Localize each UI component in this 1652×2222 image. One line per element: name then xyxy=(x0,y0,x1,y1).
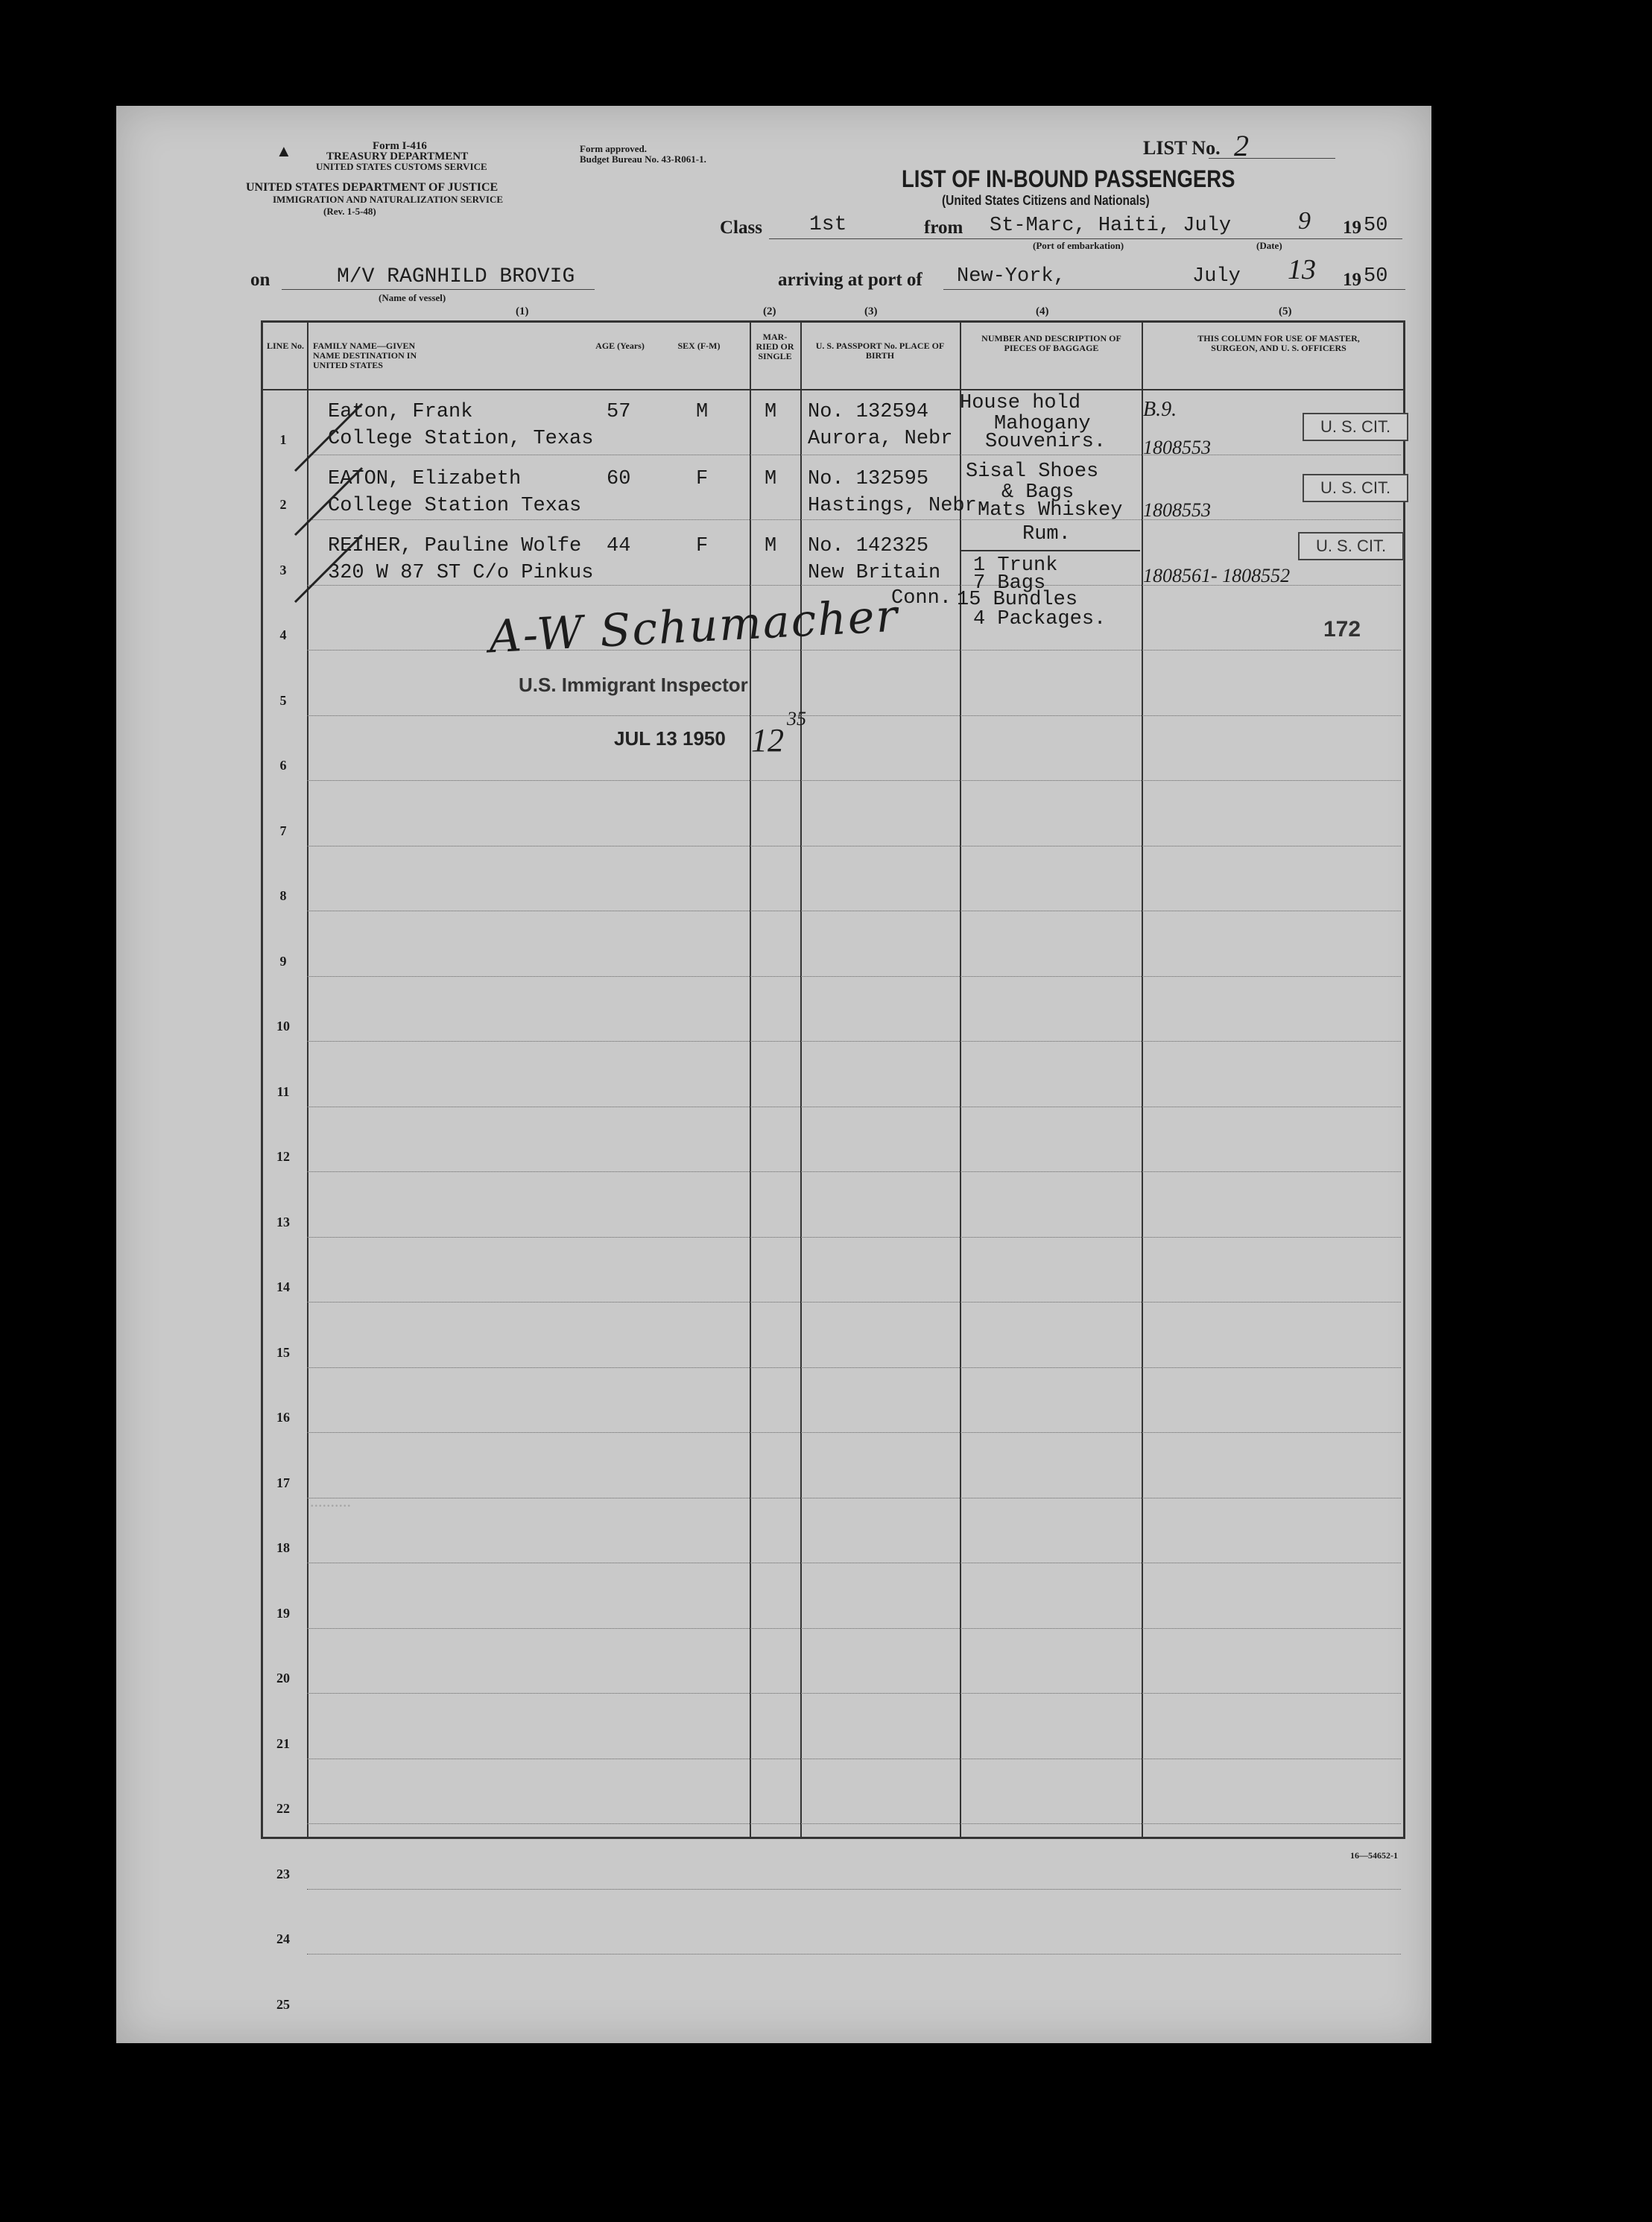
column-number: (3) xyxy=(864,306,878,317)
document-title: LIST OF IN-BOUND PASSENGERS xyxy=(902,165,1235,192)
from-label: from xyxy=(924,218,963,238)
place-of-birth: New Britain xyxy=(808,562,941,584)
officer-initials: B.9. xyxy=(1143,398,1177,421)
inspector-signature: A-W Schumacher xyxy=(487,589,900,664)
line-number: 9 xyxy=(279,953,287,969)
us-citizen-stamp: U. S. CIT. xyxy=(1303,474,1408,502)
row-rule xyxy=(307,1889,1401,1890)
passenger-name: REIHER, Pauline Wolfe xyxy=(328,535,582,557)
baggage-line: 4 Packages. xyxy=(973,608,1107,630)
baggage-line: 7 Bags xyxy=(973,572,1046,595)
page-count: 172 xyxy=(1323,617,1361,642)
header-officers: THIS COLUMN FOR USE OF MASTER, SURGEON, AND U. S. OFFICERS xyxy=(1197,333,1360,353)
baggage-line: 15 Bundles xyxy=(957,589,1078,611)
us-citizen-stamp: U. S. CIT. xyxy=(1303,413,1408,441)
arrival-month: July xyxy=(1192,265,1241,288)
line-number: 19 xyxy=(276,1605,290,1621)
vessel-caption: (Name of vessel) xyxy=(379,292,446,303)
passenger-married: M xyxy=(765,468,777,490)
embarkation-day: 9 xyxy=(1298,207,1311,235)
col-divider-officers xyxy=(1142,320,1143,1837)
passenger-list-page xyxy=(116,106,1431,2043)
baggage-line: House hold xyxy=(960,392,1081,414)
passenger-sex: F xyxy=(696,535,709,557)
arrival-day: 13 xyxy=(1288,254,1316,285)
line-number: 22 xyxy=(276,1801,290,1816)
header-baggage: NUMBER AND DESCRIPTION OF PIECES OF BAGGAGE xyxy=(981,333,1121,353)
row-rule xyxy=(307,1171,1401,1172)
place-of-birth: Aurora, Nebr xyxy=(808,428,953,450)
line-number: 5 xyxy=(279,692,287,708)
officer-number: 1808553 xyxy=(1143,437,1211,458)
column-number: (4) xyxy=(1036,306,1049,317)
line-number: 7 xyxy=(279,823,287,838)
line-number: 8 xyxy=(279,888,287,903)
arrival-underline xyxy=(943,289,1405,290)
bleed-through-text: .......... xyxy=(310,1492,351,1510)
passenger-sex: F xyxy=(696,468,709,490)
inspection-time: 12 xyxy=(751,722,784,759)
document-subtitle: (United States Citizens and Nationals) xyxy=(942,193,1150,208)
header-separator xyxy=(261,389,1403,390)
line-number: 1 xyxy=(279,431,287,447)
passenger-married: M xyxy=(765,535,777,557)
passenger-name: Eaton, Frank xyxy=(328,401,473,423)
arrival-port: New-York, xyxy=(957,265,1066,288)
line-number: 10 xyxy=(276,1019,290,1034)
baggage-line: & Bags xyxy=(1001,481,1075,504)
baggage-line: 1 Trunk xyxy=(973,554,1058,577)
port-caption: (Port of embarkation) xyxy=(1033,240,1124,251)
row-rule xyxy=(307,1628,1401,1629)
officer-number: 1808553 xyxy=(1143,499,1211,521)
line-number: 20 xyxy=(276,1671,290,1686)
line-number: 15 xyxy=(276,1344,290,1360)
us-citizen-stamp: U. S. CIT. xyxy=(1298,532,1404,560)
line-number: 24 xyxy=(276,1931,290,1946)
footer-code: 16—54652-1 xyxy=(1350,1850,1398,1861)
place-of-birth: Hastings, Nebr. xyxy=(808,495,990,517)
row-rule xyxy=(307,976,1401,977)
class-value: 1st xyxy=(809,213,847,236)
row-rule xyxy=(307,780,1401,781)
row-rule xyxy=(307,519,1401,520)
row-rule xyxy=(307,1693,1401,1694)
line-number: 16 xyxy=(276,1410,290,1425)
col-divider-baggage xyxy=(960,320,961,1837)
passenger-age: 60 xyxy=(607,468,631,490)
line-number: 21 xyxy=(276,1735,290,1751)
baggage-line: Souvenirs. xyxy=(985,431,1107,453)
header-passport: U. S. PASSPORT No. PLACE OF BIRTH xyxy=(815,341,945,361)
line-number: 13 xyxy=(276,1214,290,1229)
line-number: 23 xyxy=(276,1866,290,1881)
form-approved: Form approved. xyxy=(580,143,648,154)
header-married: MAR-RIED OR SINGLE xyxy=(756,332,794,361)
line-number: 25 xyxy=(276,1996,290,2012)
row-rule xyxy=(307,1041,1401,1042)
column-number: (5) xyxy=(1279,306,1292,317)
on-label: on xyxy=(250,270,270,290)
row-rule xyxy=(307,1367,1401,1368)
col-divider-married xyxy=(750,320,751,1837)
list-number-label: LIST No. xyxy=(1143,137,1221,159)
line-number: 6 xyxy=(279,758,287,773)
column-number: (2) xyxy=(763,306,776,317)
passenger-age: 57 xyxy=(607,401,631,423)
embarkation-year: 50 xyxy=(1364,215,1388,237)
header-age: AGE (Years) xyxy=(595,341,645,351)
header-name: FAMILY NAME—GIVEN NAME DESTINATION IN UNITED STATES xyxy=(313,341,417,370)
vessel-underline xyxy=(282,289,595,290)
place-of-birth-continued: Conn. xyxy=(891,587,952,610)
class-label: Class xyxy=(720,218,762,238)
list-number-underline xyxy=(1209,158,1335,159)
eagle-seal: ▲ xyxy=(276,142,292,160)
header-line: LINE No. xyxy=(266,341,304,351)
embarkation-year-prefix: 19 xyxy=(1343,218,1361,238)
form-number: Form I-416 xyxy=(373,140,427,152)
officer-number: 1808561- 1808552 xyxy=(1143,565,1291,586)
ins-label: IMMIGRATION AND NATURALIZATION SERVICE xyxy=(273,194,504,205)
revision: (Rev. 1-5-48) xyxy=(323,206,376,217)
row-rule xyxy=(307,715,1401,716)
column-number: (1) xyxy=(516,306,529,317)
inspection-time-minutes: 35 xyxy=(787,708,806,729)
list-number-value: 2 xyxy=(1234,129,1249,162)
inspection-date-stamp: JUL 13 1950 xyxy=(614,727,726,750)
line-number: 12 xyxy=(276,1149,290,1164)
check-marks xyxy=(280,389,377,613)
vessel-name: M/V RAGNHILD BROVIG xyxy=(337,265,575,288)
passenger-age: 44 xyxy=(607,535,631,557)
row-rule xyxy=(307,650,1401,651)
passenger-destination: College Station Texas xyxy=(328,495,582,517)
baggage-line: Sisal Shoes xyxy=(966,460,1099,483)
line-number: 4 xyxy=(279,627,287,642)
passenger-destination: 320 W 87 ST C/o Pinkus xyxy=(328,562,594,584)
arriving-label: arriving at port of xyxy=(778,270,922,290)
row-rule xyxy=(307,1823,1401,1824)
col-divider-passport xyxy=(800,320,802,1837)
row-rule xyxy=(307,1432,1401,1433)
arrival-year: 50 xyxy=(1364,265,1388,288)
baggage-divider xyxy=(961,550,1140,551)
baggage-line: Mahogany xyxy=(994,413,1091,435)
passenger-name: EATON, Elizabeth xyxy=(328,468,522,490)
treasury-department: TREASURY DEPARTMENT xyxy=(326,151,469,162)
line-number: 11 xyxy=(276,1083,290,1099)
row-rule xyxy=(307,1237,1401,1238)
line-number: 3 xyxy=(279,562,287,577)
passenger-married: M xyxy=(765,401,777,423)
passport-number: No. 132594 xyxy=(808,401,929,423)
from-underline xyxy=(769,238,1402,239)
baggage-line: Mats Whiskey xyxy=(978,499,1123,522)
department-of-justice: UNITED STATES DEPARTMENT OF JUSTICE xyxy=(246,181,499,194)
line-number: 14 xyxy=(276,1279,290,1294)
header-sex: SEX (F-M) xyxy=(677,341,721,351)
embarkation-port: St-Marc, Haiti, July xyxy=(990,215,1232,237)
passenger-destination: College Station, Texas xyxy=(328,428,594,450)
line-number: 2 xyxy=(279,497,287,512)
budget-bureau: Budget Bureau No. 43-R061-1. xyxy=(580,153,706,165)
customs-service: UNITED STATES CUSTOMS SERVICE xyxy=(316,161,487,172)
inspector-title: U.S. Immigrant Inspector xyxy=(519,674,748,696)
passport-number: No. 142325 xyxy=(808,535,929,557)
line-number: 17 xyxy=(276,1475,290,1490)
row-rule xyxy=(307,1302,1401,1303)
arrival-year-prefix: 19 xyxy=(1343,270,1361,290)
passport-number: No. 132595 xyxy=(808,468,929,490)
date-caption: (Date) xyxy=(1256,240,1282,251)
line-number: 18 xyxy=(276,1540,290,1555)
passenger-sex: M xyxy=(696,401,709,423)
baggage-line: Rum. xyxy=(1022,523,1071,545)
